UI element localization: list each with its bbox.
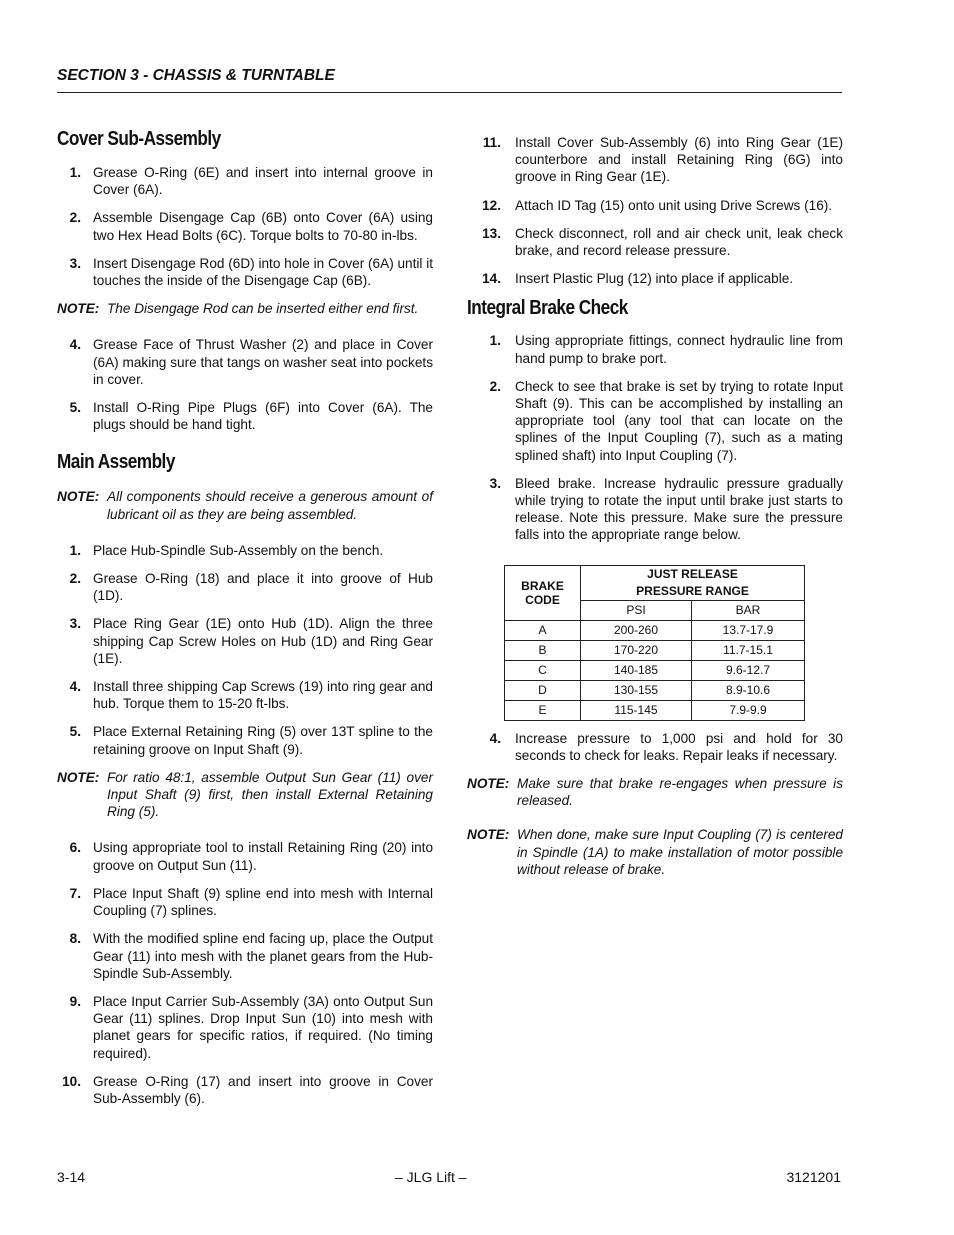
left-column bbox=[57, 128, 433, 1118]
table-header-code: BRAKE CODE bbox=[505, 565, 581, 620]
note: NOTE: When done, make sure Input Coupling (7) is centered in Spindle (1A) to make installation of motor possible without release of brake. bbox=[467, 827, 843, 877]
brake-pressure-table bbox=[504, 565, 805, 721]
list-item: 10. Grease O-Ring (17) and insert into groove in Cover Sub-Assembly (6). bbox=[62, 1073, 433, 1106]
footer-center: – JLG Lift – bbox=[395, 1169, 467, 1185]
table-header-bar: BAR bbox=[692, 600, 805, 620]
list-item: 9. Place Input Carrier Sub-Assembly (3A) onto Output Sun Gear (11) splines. Drop Input Sun (10) into mesh with planet gears for specific ratios, if required. (No timing required). bbox=[69, 993, 433, 1061]
list-item: 4. Grease Face of Thrust Washer (2) and place in Cover (6A) making sure that tangs on washer seat into pockets in cover. bbox=[69, 337, 433, 387]
section-header bbox=[57, 64, 842, 93]
note: NOTE: Make sure that brake re-engages when pressure is released. bbox=[467, 776, 843, 809]
list-item: 3. Insert Disengage Rod (6D) into hole in Cover (6A) until it touches the inside of the Disengage Cap (6B). bbox=[69, 255, 434, 289]
table-row: E 115-145 7.9-9.9 bbox=[505, 700, 805, 720]
list-item: 8. With the modified spline end facing up, place the Output Gear (11) into mesh with the planet gears from the Hub-Spindle Sub-Assembly. bbox=[69, 931, 433, 981]
list-item: 1. Grease O-Ring (6E) and insert into internal groove in Cover (6A). bbox=[69, 165, 433, 198]
brake-check-heading: Integral Brake Check bbox=[467, 297, 628, 320]
doc-number: 3121201 bbox=[786, 1169, 841, 1185]
page-number: 3-14 bbox=[57, 1169, 86, 1185]
list-item: 11. Install Cover Sub-Assembly (6) into Ring Gear (1E) counterbore and install Retaining Ring (6G) into groove in Ring Gear (1E). bbox=[482, 135, 843, 185]
main-assembly-heading: Main Assembly bbox=[57, 451, 175, 474]
list-item: 5. Install O-Ring Pipe Plugs (6F) into Cover (6A). The plugs should be hand tight. bbox=[69, 400, 433, 433]
table-row: A 200-260 13.7-17.9 bbox=[505, 620, 805, 640]
note: NOTE: For ratio 48:1, assemble Output Sun Gear (11) over Input Shaft (9) first, then install External Retaining Ring (5). bbox=[57, 769, 433, 820]
list-item: 3. Place Ring Gear (1E) onto Hub (1D). Align the three shipping Cap Screw Holes on Hub (1D) and Ring Gear (1E). bbox=[69, 616, 433, 666]
section-title: SECTION 3 - CHASSIS & TURNTABLE bbox=[57, 67, 335, 84]
list-item: 2. Grease O-Ring (18) and place it into groove of Hub (1D). bbox=[69, 571, 433, 604]
table-row: B 170-220 11.7-15.1 bbox=[505, 640, 805, 660]
list-item: 4. Increase pressure to 1,000 psi and hold for 30 seconds to check for leaks. Repair leaks if necessary. bbox=[489, 730, 843, 763]
list-item: 6. Using appropriate tool to install Retaining Ring (20) into groove on Output Sun (11). bbox=[69, 840, 433, 873]
list-item: 4. Install three shipping Cap Screws (19) into ring gear and hub. Torque them to 15-20 ft-lbs. bbox=[69, 679, 433, 712]
list-item: 5. Place External Retaining Ring (5) over 13T spline to the retaining groove on Input Shaft (9). bbox=[69, 724, 433, 757]
right-column bbox=[467, 134, 843, 889]
list-item: 2. Check to see that brake is set by trying to rotate Input Shaft (9). This can be accomplished by installing an appropriate tool (any tool that can locate on the splines of the Input Coupling (7), such as a mating splined shaft) into Input Coupling (7). bbox=[489, 378, 843, 463]
list-item: 3. Bleed brake. Increase hydraulic pressure gradually while trying to rotate the input until brake just starts to release. Note this pressure. Make sure the pressure falls into the appropriate range below. bbox=[489, 475, 843, 543]
list-item: 13. Check disconnect, roll and air check unit, leak check brake, and record release pressure. bbox=[482, 225, 843, 259]
list-item: 7. Place Input Shaft (9) spline end into mesh with Internal Coupling (7) splines. bbox=[69, 885, 433, 919]
note: NOTE: All components should receive a generous amount of lubricant oil as they are being assembled. bbox=[57, 489, 433, 522]
note: NOTE: The Disengage Rod can be inserted either end first. bbox=[57, 301, 419, 317]
table-row: D 130-155 8.9-10.6 bbox=[505, 680, 805, 700]
table-header-psi: PSI bbox=[581, 600, 692, 620]
list-item: 1. Using appropriate fittings, connect hydraulic line from hand pump to brake port. bbox=[489, 333, 843, 366]
cover-heading: Cover Sub-Assembly bbox=[57, 128, 221, 150]
list-item: 14. Insert Plastic Plug (12) into place if applicable. bbox=[482, 271, 794, 287]
table-header-range: JUST RELEASE PRESSURE RANGE bbox=[581, 565, 805, 600]
table-row: C 140-185 9.6-12.7 bbox=[505, 660, 805, 680]
list-item: 12. Attach ID Tag (15) onto unit using Drive Screws (16). bbox=[482, 197, 833, 213]
list-item: 2. Assemble Disengage Cap (6B) onto Cover (6A) using two Hex Head Bolts (6C). Torque bolts to 70-80 in-lbs. bbox=[69, 210, 433, 243]
list-item: 1. Place Hub-Spindle Sub-Assembly on the bench. bbox=[69, 542, 384, 558]
